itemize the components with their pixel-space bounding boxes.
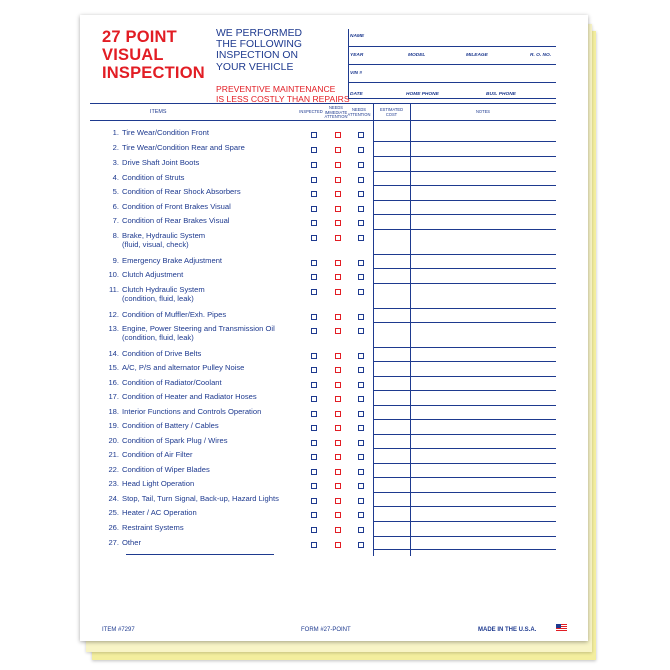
inspected-checkbox[interactable] xyxy=(311,440,317,446)
item-label-line: Heater / AC Operation xyxy=(122,508,197,517)
needs-attention-checkbox[interactable] xyxy=(358,235,364,241)
inspected-checkbox[interactable] xyxy=(311,512,317,518)
intro-line-1: WE PERFORMED xyxy=(216,28,303,39)
needs-attention-checkbox[interactable] xyxy=(358,220,364,226)
item-label xyxy=(122,538,308,555)
year-label: YEAR xyxy=(350,53,364,58)
item-label xyxy=(122,128,308,137)
table-top-line xyxy=(90,103,556,104)
item-label-line: Condition of Rear Brakes Visual xyxy=(122,216,230,225)
row-divider[interactable] xyxy=(373,506,556,507)
immediate-attention-checkbox[interactable] xyxy=(335,527,341,533)
item-label xyxy=(122,436,308,445)
home-phone-label: HOME PHONE xyxy=(406,92,439,97)
row-divider[interactable] xyxy=(373,390,556,391)
immediate-attention-checkbox[interactable] xyxy=(335,314,341,320)
immediate-attention-checkbox[interactable] xyxy=(335,235,341,241)
header-bottom-line xyxy=(90,120,556,121)
inspection-item xyxy=(96,363,311,372)
row-divider[interactable] xyxy=(373,322,556,323)
row-divider[interactable] xyxy=(373,254,556,255)
inspected-checkbox[interactable] xyxy=(311,396,317,402)
needs-attention-checkbox[interactable] xyxy=(358,396,364,402)
item-number: 8. xyxy=(112,231,119,240)
needs-attention-checkbox[interactable] xyxy=(358,260,364,266)
row-divider[interactable] xyxy=(373,268,556,269)
item-number: 10. xyxy=(108,270,119,279)
immediate-attention-checkbox[interactable] xyxy=(335,440,341,446)
inspected-checkbox[interactable] xyxy=(311,289,317,295)
inspection-item xyxy=(96,158,311,167)
item-number: 13. xyxy=(108,324,119,333)
inspected-checkbox[interactable] xyxy=(311,191,317,197)
immediate-header-line-1: NEEDS xyxy=(328,105,344,110)
item-label-line: Other xyxy=(122,538,141,547)
item-label xyxy=(122,407,308,416)
immediate-attention-checkbox[interactable] xyxy=(335,512,341,518)
needs-attention-checkbox[interactable] xyxy=(358,367,364,373)
estimated-column-header xyxy=(374,108,409,117)
item-label xyxy=(122,187,308,196)
item-number: 26. xyxy=(108,523,119,532)
inspection-item xyxy=(96,187,311,196)
item-number: 22. xyxy=(108,465,119,474)
year-model-line[interactable] xyxy=(348,64,556,65)
item-number: 4. xyxy=(112,173,119,182)
ro-label: R. O. NO. xyxy=(530,53,552,58)
item-number: 1. xyxy=(112,128,119,137)
intro-line-4: YOUR VEHICLE xyxy=(216,61,294,73)
needs-attention-checkbox[interactable] xyxy=(358,454,364,460)
notes-column-header xyxy=(410,110,556,115)
item-number: 20. xyxy=(108,436,119,445)
inspected-checkbox[interactable] xyxy=(311,353,317,359)
needs-attention-checkbox[interactable] xyxy=(358,512,364,518)
immediate-attention-checkbox[interactable] xyxy=(335,425,341,431)
inspection-item xyxy=(96,143,311,152)
item-label-line: Interior Functions and Controls Operation xyxy=(122,407,262,416)
item-label xyxy=(122,523,308,532)
item-label xyxy=(122,173,308,182)
needs-attention-checkbox[interactable] xyxy=(358,314,364,320)
item-number: 14. xyxy=(108,349,119,358)
intro-text xyxy=(216,28,302,73)
item-label-line: Condition of Muffler/Exh. Pipes xyxy=(122,310,227,319)
item-label xyxy=(122,479,308,488)
needs-attention-checkbox[interactable] xyxy=(358,527,364,533)
item-label xyxy=(122,363,308,372)
maintenance-note xyxy=(216,85,350,104)
immediate-attention-checkbox[interactable] xyxy=(335,382,341,388)
item-label-line: Condition of Wiper Blades xyxy=(122,465,210,474)
needs-attention-checkbox[interactable] xyxy=(358,289,364,295)
inspected-checkbox[interactable] xyxy=(311,483,317,489)
immediate-attention-checkbox[interactable] xyxy=(335,206,341,212)
item-label xyxy=(122,231,308,250)
inspected-checkbox[interactable] xyxy=(311,498,317,504)
row-divider[interactable] xyxy=(373,214,556,215)
needs-attention-checkbox[interactable] xyxy=(358,206,364,212)
row-divider[interactable] xyxy=(373,477,556,478)
row-divider[interactable] xyxy=(373,229,556,230)
immediate-header-line-2: IMMEDIATE xyxy=(324,109,348,115)
inspection-item xyxy=(96,378,311,387)
other-write-in-line[interactable] xyxy=(126,547,274,555)
item-number: ITEM #7297 xyxy=(102,627,135,633)
vin-field-line[interactable] xyxy=(348,82,556,83)
row-divider[interactable] xyxy=(373,361,556,362)
item-number: 16. xyxy=(108,378,119,387)
item-label-line: Clutch Adjustment xyxy=(122,270,184,279)
needs-attention-checkbox[interactable] xyxy=(358,328,364,334)
title-line-3: INSPECTION xyxy=(102,64,205,82)
item-label-line: Condition of Spark Plug / Wires xyxy=(122,436,228,445)
item-label-line: Condition of Heater and Radiator Hoses xyxy=(122,392,257,401)
item-label-line: Drive Shaft Joint Boots xyxy=(122,158,200,167)
immediate-attention-checkbox[interactable] xyxy=(335,289,341,295)
needs-attention-checkbox[interactable] xyxy=(358,542,364,548)
inspection-item xyxy=(96,508,311,517)
inspection-item xyxy=(96,256,311,265)
immediate-attention-checkbox[interactable] xyxy=(335,483,341,489)
inspection-form xyxy=(80,15,588,641)
notes-header-text: NOTES xyxy=(475,109,491,114)
item-number: 24. xyxy=(108,494,119,503)
title-line-2: VISUAL xyxy=(102,46,164,64)
inspected-checkbox[interactable] xyxy=(311,235,317,241)
inspection-item xyxy=(96,494,311,503)
item-number: 5. xyxy=(112,187,119,196)
title-line-1: 27 POINT xyxy=(102,28,177,46)
inspected-checkbox[interactable] xyxy=(311,425,317,431)
immediate-attention-checkbox[interactable] xyxy=(335,498,341,504)
item-label xyxy=(122,216,308,225)
immediate-attention-checkbox[interactable] xyxy=(335,147,341,153)
immediate-attention-checkbox[interactable] xyxy=(335,132,341,138)
inspection-item xyxy=(96,538,311,555)
inspection-item xyxy=(96,450,311,459)
needs-attention-checkbox[interactable] xyxy=(358,162,364,168)
inspected-checkbox[interactable] xyxy=(311,274,317,280)
item-number: 3. xyxy=(112,158,119,167)
needs-attention-checkbox[interactable] xyxy=(358,191,364,197)
form-title xyxy=(102,28,205,82)
item-number: 2. xyxy=(112,143,119,152)
inspection-item xyxy=(96,231,311,250)
soon-header-line-1: NEEDS xyxy=(351,107,367,112)
inspected-checkbox[interactable] xyxy=(311,132,317,138)
item-number: 11. xyxy=(109,285,119,294)
item-label xyxy=(122,349,308,358)
item-label xyxy=(122,202,308,211)
row-divider[interactable] xyxy=(373,536,556,537)
needs-attention-checkbox[interactable] xyxy=(358,483,364,489)
item-label xyxy=(122,285,308,304)
row-divider[interactable] xyxy=(373,463,556,464)
item-number: 18. xyxy=(108,407,119,416)
item-label-line: Condition of Struts xyxy=(122,173,185,182)
inspection-item xyxy=(96,216,311,225)
item-number: 21. xyxy=(108,450,119,459)
immediate-attention-checkbox[interactable] xyxy=(335,454,341,460)
item-label-line: Condition of Rear Shock Absorbers xyxy=(122,187,241,196)
inspection-item xyxy=(96,407,311,416)
name-label: NAME xyxy=(350,34,365,39)
model-label: MODEL xyxy=(408,53,426,58)
item-number: 17. xyxy=(108,392,119,401)
inspected-checkbox[interactable] xyxy=(311,206,317,212)
item-label-line: Clutch Hydraulic System xyxy=(122,285,205,294)
row-divider[interactable] xyxy=(373,405,556,406)
inspection-item xyxy=(96,465,311,474)
immediate-header-line-3: ATTENTION xyxy=(324,114,348,120)
row-divider[interactable] xyxy=(373,419,556,420)
inspected-checkbox[interactable] xyxy=(311,454,317,460)
items-column-header: ITEMS xyxy=(150,109,167,115)
row-divider[interactable] xyxy=(373,171,556,172)
inspected-checkbox[interactable] xyxy=(311,314,317,320)
item-number: 23. xyxy=(108,479,119,488)
inspected-header-text: INSPECTED xyxy=(299,109,323,114)
name-field-line[interactable] xyxy=(348,46,556,47)
immediate-attention-checkbox[interactable] xyxy=(335,260,341,266)
inspection-item xyxy=(96,310,311,319)
item-label xyxy=(122,310,308,319)
item-label xyxy=(122,494,308,503)
item-label-line: A/C, P/S and alternator Pulley Noise xyxy=(122,363,245,372)
item-label xyxy=(122,421,308,430)
item-label xyxy=(122,143,308,152)
inspection-item xyxy=(96,523,311,532)
inspected-checkbox[interactable] xyxy=(311,147,317,153)
item-label-line: Tire Wear/Condition Rear and Spare xyxy=(122,143,245,152)
inspection-item xyxy=(96,285,311,304)
row-divider[interactable] xyxy=(373,283,556,284)
needs-attention-checkbox[interactable] xyxy=(358,147,364,153)
needs-attention-checkbox[interactable] xyxy=(358,440,364,446)
needs-attention-checkbox[interactable] xyxy=(358,469,364,475)
immediate-attention-checkbox[interactable] xyxy=(335,274,341,280)
row-divider[interactable] xyxy=(373,376,556,377)
inspected-checkbox[interactable] xyxy=(311,469,317,475)
soon-header-line-2: ATTENTION xyxy=(347,111,371,117)
estimated-header-line-2: COST xyxy=(385,111,398,117)
inspection-item xyxy=(96,324,311,343)
immediate-attention-checkbox[interactable] xyxy=(335,328,341,334)
inspected-checkbox[interactable] xyxy=(311,382,317,388)
item-number: 6. xyxy=(112,202,119,211)
mileage-label: MILEAGE xyxy=(466,53,488,58)
item-number: 7. xyxy=(112,216,119,225)
row-divider[interactable] xyxy=(373,308,556,309)
item-number: 12. xyxy=(108,310,119,319)
needs-attention-checkbox[interactable] xyxy=(358,132,364,138)
inspection-item xyxy=(96,349,311,358)
inspection-item xyxy=(96,392,311,401)
made-in-usa: MADE IN THE U.S.A. xyxy=(478,627,537,633)
immediate-attention-checkbox[interactable] xyxy=(335,542,341,548)
immediate-attention-checkbox[interactable] xyxy=(335,177,341,183)
inspection-item xyxy=(96,173,311,182)
immediate-attention-checkbox[interactable] xyxy=(335,469,341,475)
inspected-checkbox[interactable] xyxy=(311,177,317,183)
immediate-attention-checkbox[interactable] xyxy=(335,220,341,226)
estimated-header-line-1: ESTIMATED xyxy=(379,107,404,112)
row-divider[interactable] xyxy=(373,156,556,157)
immediate-attention-checkbox[interactable] xyxy=(335,396,341,402)
row-divider[interactable] xyxy=(373,448,556,449)
item-label xyxy=(122,378,308,387)
inspected-checkbox[interactable] xyxy=(311,260,317,266)
item-label xyxy=(122,256,308,265)
inspected-checkbox[interactable] xyxy=(311,367,317,373)
note-line-1: PREVENTIVE MAINTENANCE xyxy=(216,84,336,94)
item-label xyxy=(122,270,308,279)
item-label-line: Condition of Front Brakes Visual xyxy=(122,202,231,211)
needs-attention-checkbox[interactable] xyxy=(358,353,364,359)
item-label xyxy=(122,450,308,459)
item-number: 9. xyxy=(112,256,119,265)
bus-phone-label: BUS. PHONE xyxy=(486,92,516,97)
item-label-line: Condition of Radiator/Coolant xyxy=(122,378,222,387)
inspected-checkbox[interactable] xyxy=(311,162,317,168)
item-label xyxy=(122,392,308,401)
item-label xyxy=(122,324,308,343)
immediate-attention-checkbox[interactable] xyxy=(335,162,341,168)
item-label-line: Brake, Hydraulic System xyxy=(122,231,206,240)
inspected-checkbox[interactable] xyxy=(311,411,317,417)
needs-attention-checkbox[interactable] xyxy=(358,425,364,431)
item-label-line: Engine, Power Steering and Transmission Oil xyxy=(122,324,275,333)
item-label-line: Head Light Operation xyxy=(122,479,195,488)
row-divider[interactable] xyxy=(373,434,556,435)
item-label xyxy=(122,508,308,517)
row-divider[interactable] xyxy=(373,200,556,201)
inspection-item xyxy=(96,421,311,430)
needs-attention-checkbox[interactable] xyxy=(358,382,364,388)
item-label-line: Condition of Air Filter xyxy=(122,450,193,459)
intro-line-3: INSPECTION ON xyxy=(216,50,298,62)
row-divider[interactable] xyxy=(373,492,556,493)
date-phone-line[interactable] xyxy=(348,98,556,99)
item-label-line: (condition, fluid, leak) xyxy=(122,333,194,343)
item-label-line: Restraint Systems xyxy=(122,523,184,532)
immediate-attention-checkbox[interactable] xyxy=(335,353,341,359)
item-number: 19. xyxy=(108,421,119,430)
needs-attention-checkbox[interactable] xyxy=(358,177,364,183)
date-label: DATE xyxy=(350,92,363,97)
inspected-checkbox[interactable] xyxy=(311,328,317,334)
inspected-checkbox[interactable] xyxy=(311,542,317,548)
item-label-line: Condition of Drive Belts xyxy=(122,349,202,358)
item-label-line: Tire Wear/Condition Front xyxy=(122,128,209,137)
item-label-line: Stop, Tail, Turn Signal, Back-up, Hazard Lights xyxy=(122,494,279,503)
vin-label: VIN # xyxy=(350,71,362,76)
note-line-2: IS LESS COSTLY THAN REPAIRS xyxy=(216,93,350,104)
item-label-line: Emergency Brake Adjustment xyxy=(122,256,223,265)
us-flag-icon xyxy=(556,624,567,631)
row-divider[interactable] xyxy=(373,549,556,550)
soon-column-header xyxy=(346,108,372,117)
needs-attention-checkbox[interactable] xyxy=(358,411,364,417)
item-label-line: Condition of Battery / Cables xyxy=(122,421,219,430)
inspected-checkbox[interactable] xyxy=(311,527,317,533)
item-label-line: (condition, fluid, leak) xyxy=(122,294,194,304)
needs-attention-checkbox[interactable] xyxy=(358,274,364,280)
inspection-item xyxy=(96,436,311,445)
intro-line-2: THE FOLLOWING xyxy=(216,39,303,51)
inspection-item xyxy=(96,202,311,211)
inspection-item xyxy=(96,479,311,488)
item-label xyxy=(122,465,308,474)
row-divider[interactable] xyxy=(373,347,556,348)
immediate-attention-checkbox[interactable] xyxy=(335,191,341,197)
item-label xyxy=(122,158,308,167)
item-number: 27. xyxy=(108,538,119,547)
immediate-attention-checkbox[interactable] xyxy=(335,411,341,417)
row-divider[interactable] xyxy=(373,521,556,522)
inspection-item xyxy=(96,270,311,279)
inspected-column-header xyxy=(297,110,325,115)
item-number: 25. xyxy=(108,508,119,517)
item-label-line: (fluid, visual, check) xyxy=(122,240,189,250)
row-divider[interactable] xyxy=(373,141,556,142)
immediate-attention-checkbox[interactable] xyxy=(335,367,341,373)
inspection-item xyxy=(96,128,311,137)
form-number: FORM #27-POINT xyxy=(301,627,351,633)
item-number: 15. xyxy=(108,363,119,372)
inspected-checkbox[interactable] xyxy=(311,220,317,226)
needs-attention-checkbox[interactable] xyxy=(358,498,364,504)
row-divider[interactable] xyxy=(373,185,556,186)
